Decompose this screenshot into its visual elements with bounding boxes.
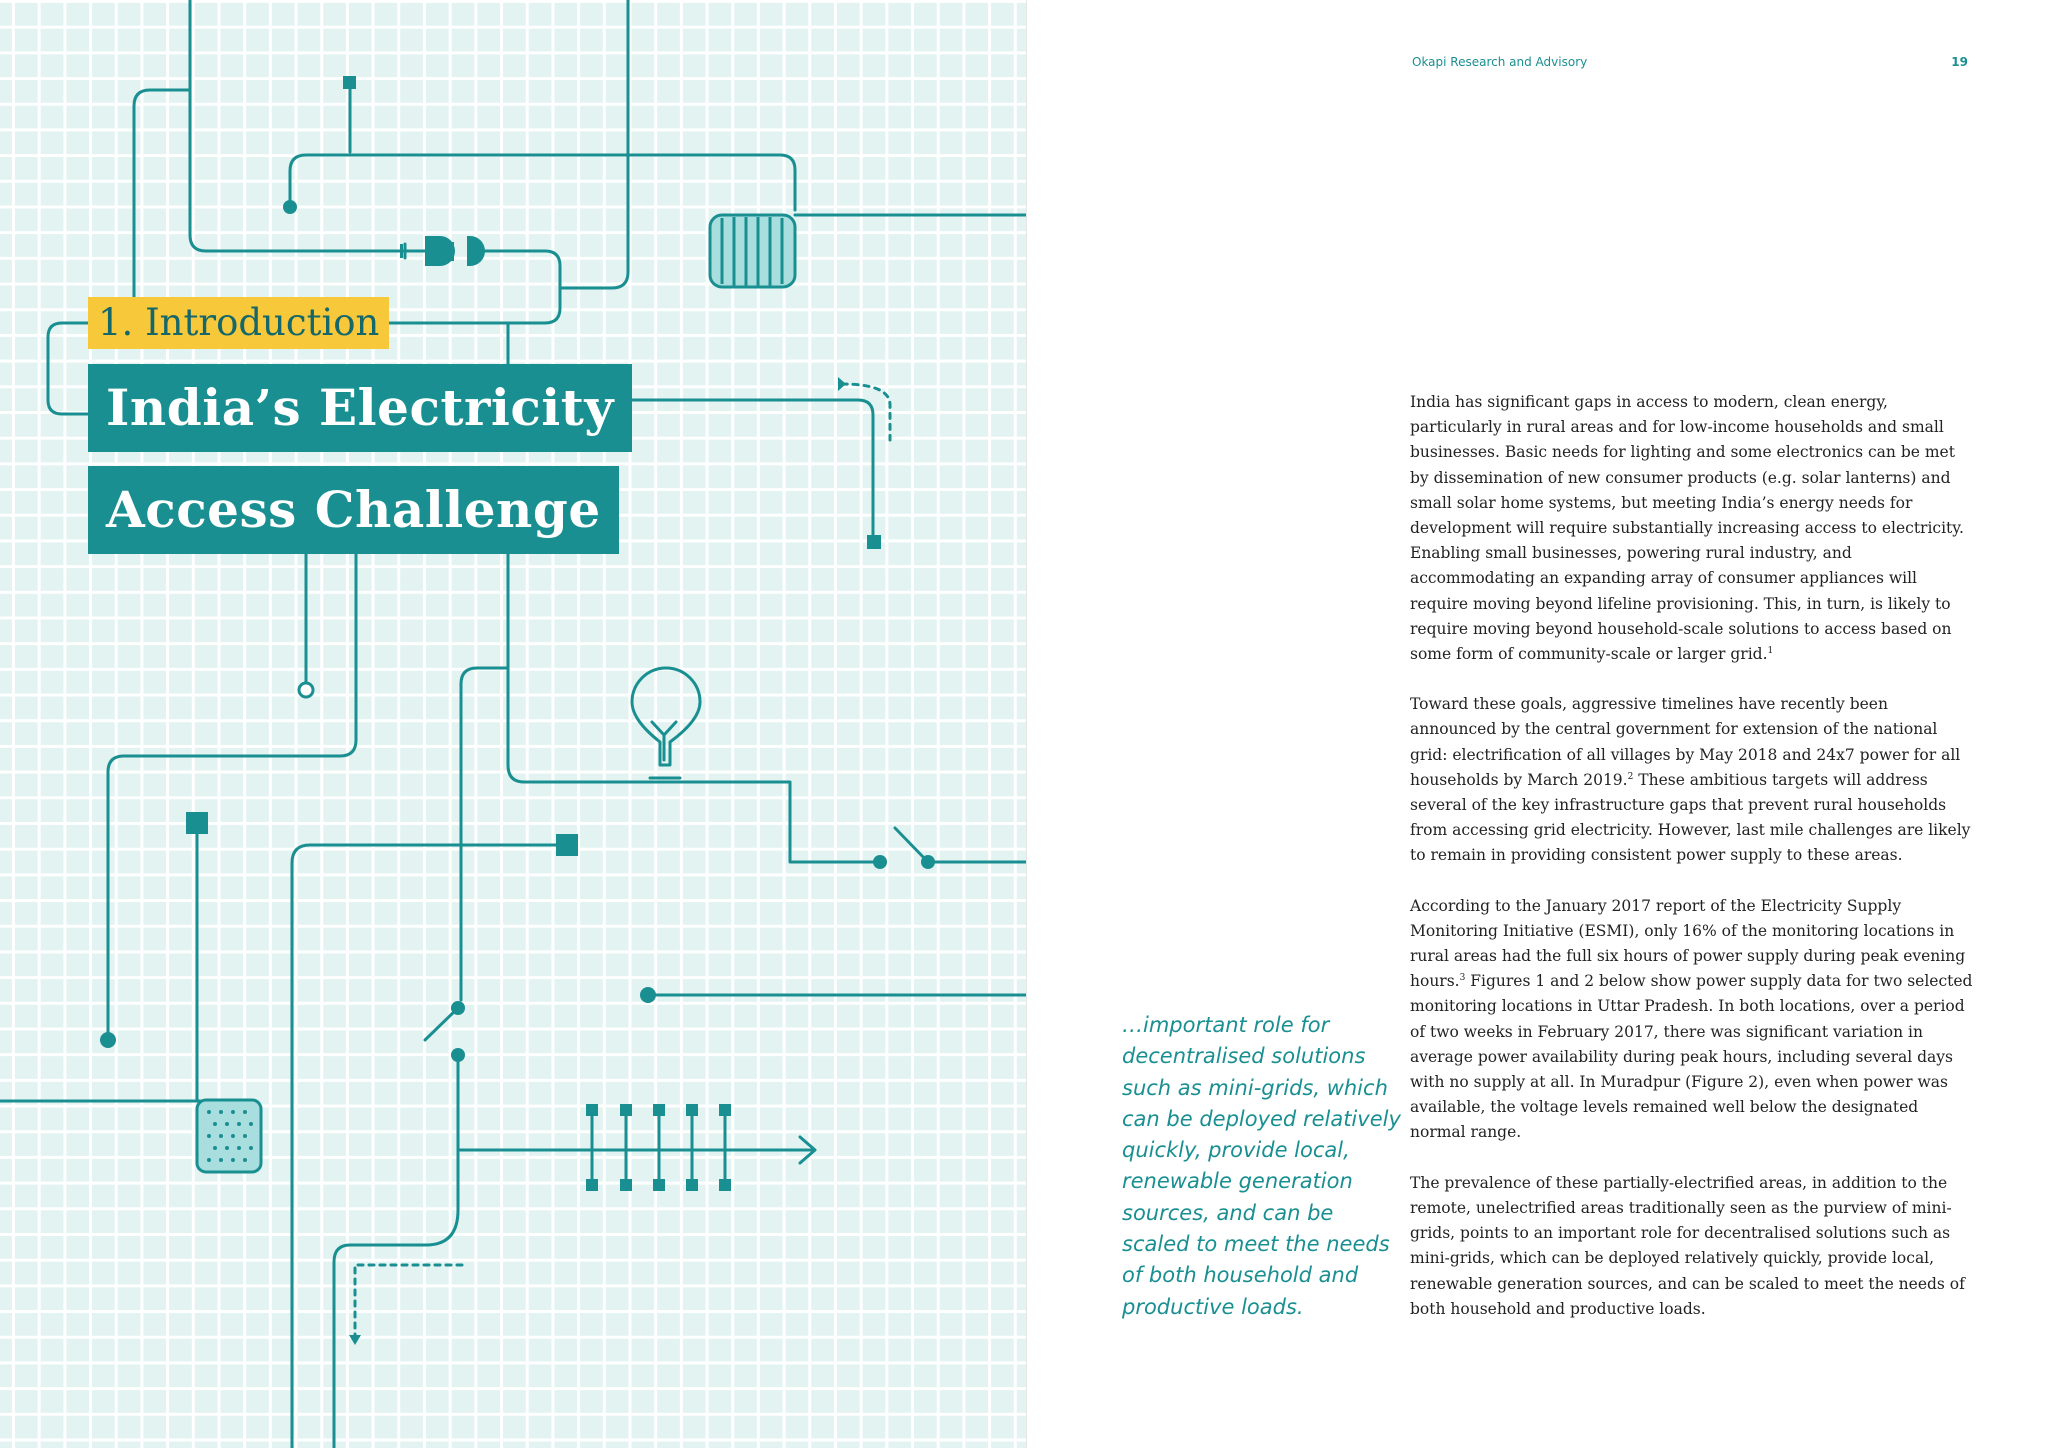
circuit-wire	[134, 90, 190, 320]
ladder-icon	[592, 1110, 725, 1185]
circuit-wire	[508, 552, 880, 862]
pull-quote: …important role for decentralised solutions such as mini-grids, which can be deployed relatively quickly, provide local, renewable generation sources, and can be scaled to meet the needs of both household and productive loads.	[1122, 1013, 1401, 1319]
footnote-marker[interactable]: 2	[1627, 771, 1634, 782]
circuit-wire	[190, 0, 410, 251]
terminal-dot	[283, 200, 297, 214]
footnote-marker[interactable]: 3	[1459, 973, 1466, 984]
page-number: 19	[1951, 55, 1968, 69]
dashed-guide	[355, 1265, 462, 1340]
circuit-wire	[334, 1055, 458, 1448]
chapter-label: 1. Introduction	[88, 297, 389, 349]
switch-icon	[895, 828, 928, 862]
chapter-title-line-1: India’s Electricity	[88, 364, 632, 452]
terminal-dot	[451, 1048, 465, 1062]
running-header: Okapi Research and Advisory	[1412, 55, 1588, 69]
battery-icon	[710, 215, 795, 287]
dashed-guide	[842, 384, 890, 440]
arrow-icon	[838, 377, 846, 391]
arrow-icon	[349, 1335, 361, 1345]
paragraph: According to the January 2017 report of the Electricity Supply Monitoring Initiative (ESMI), only 16% of the monitoring locations in rural areas had the full six hours of power supply during peak evening hours.$^3$ Figures 1 and 2 below show power supply data for two selected monitoring locations in Uttar Pradesh. In both locations, over a period of two weeks in February 2017, there was significant variation in average power availability during peak hours, including several days with no supply at all. In Muradpur (Figure 2), even when power was available, the voltage levels remained well below the designated normal range.	[1410, 896, 1973, 1142]
circuit-wire	[461, 668, 506, 1000]
circuit-wire	[48, 323, 88, 414]
plug-icon	[440, 256, 454, 261]
chapter-title-line-2: Access Challenge	[88, 466, 619, 554]
plug-icon	[400, 244, 403, 258]
paragraph: Toward these goals, aggressive timelines have recently been announced by the central government for extension of the national grid: electrification of all villages by May 2018 and 24x7 power for all households by March 2019.$^2$ These ambitious targets will address several of the key infrastructure gaps that prevent rural households from accessing grid electricity. However, last mile challenges are likely to remain in providing consistent power supply to these areas.	[1410, 695, 1971, 865]
storage-icon	[197, 1100, 261, 1172]
circuit-wire	[108, 552, 356, 1040]
terminal-dot	[100, 1032, 116, 1048]
plug-icon	[425, 236, 455, 266]
terminal-dot	[873, 855, 887, 869]
footnote-marker[interactable]: 1	[1767, 645, 1774, 656]
terminal-square	[343, 76, 356, 89]
lightbulb-icon	[632, 668, 700, 765]
circuit-wire	[560, 0, 628, 288]
circuit-wire	[290, 155, 795, 210]
socket-icon	[467, 236, 485, 266]
terminal-dot	[640, 987, 656, 1003]
terminal-square	[867, 535, 881, 549]
body-text	[1410, 390, 1975, 1347]
paragraph: India has significant gaps in access to modern, clean energy, particularly in rural areas and for low-income households and small businesses. Basic needs for lighting and some electronics can be met by dissemination of new consumer products (e.g. solar lanterns) and small solar home systems, but meeting India’s energy needs for development will require substantially increasing access to electricity. Enabling small businesses, powering rural industry, and accommodating an expanding array of consumer appliances will require moving beyond lifeline provisioning. This, in turn, is likely to require moving beyond household-scale solutions to access based on some form of community-scale or larger grid.$^1$	[1410, 393, 1964, 664]
terminal-dot	[921, 855, 935, 869]
terminal-dot	[451, 1001, 465, 1015]
terminal-square	[556, 834, 578, 856]
circuit-wire	[614, 400, 873, 540]
terminal-ring	[299, 683, 313, 697]
plug-icon	[440, 242, 454, 247]
terminal-square	[186, 812, 208, 834]
paragraph: The prevalence of these partially-electrified areas, in addition to the remote, unelectrified areas traditionally seen as the purview of mini-grids, points to an important role for decentralised solutions such as mini-grids, which can be deployed relatively quickly, provide local, renewable generation sources, and can be scaled to meet the needs of both household and productive loads.	[1410, 1173, 1965, 1318]
